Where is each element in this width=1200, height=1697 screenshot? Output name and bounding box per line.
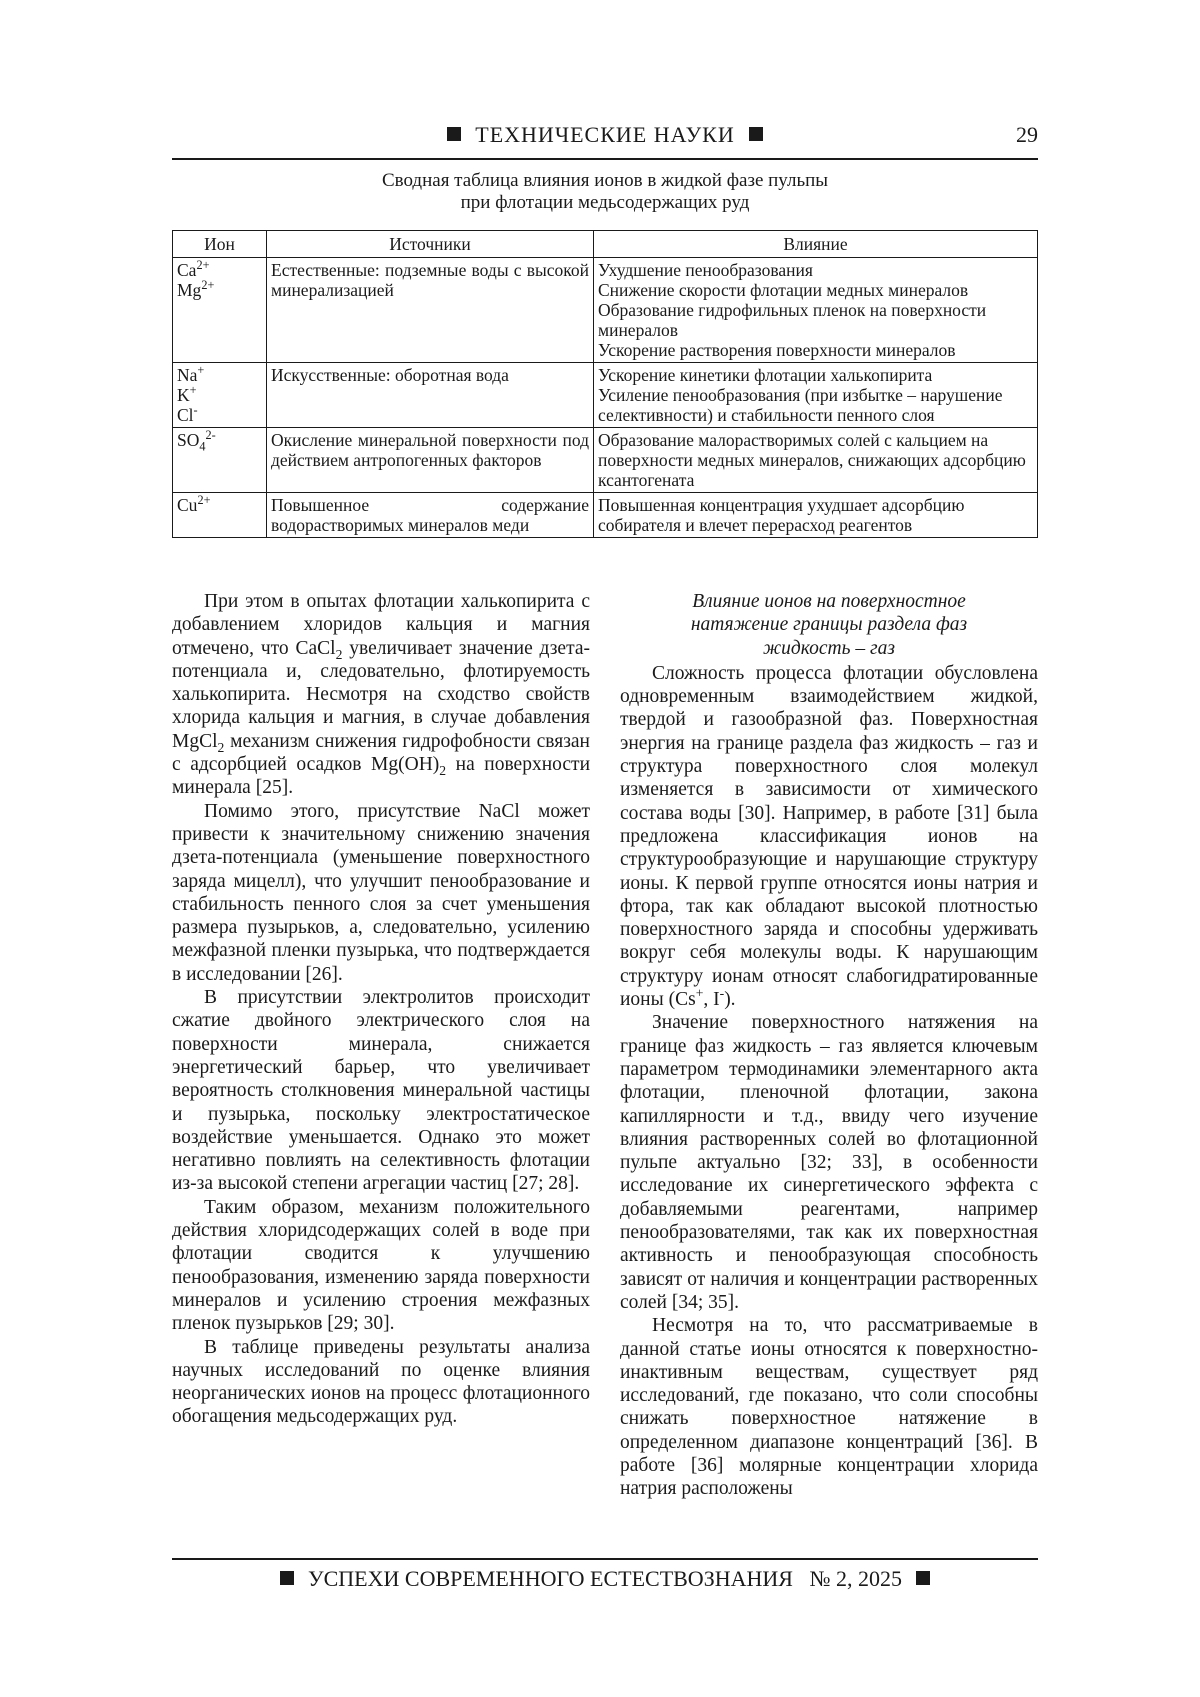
- footer-rule: [172, 1558, 1038, 1560]
- journal-title: УСПЕХИ СОВРЕМЕННОГО ЕСТЕСТВОЗНАНИЯ: [308, 1566, 793, 1591]
- source-cell: Искусственные: оборотная вода: [267, 363, 594, 428]
- ion-symbol: $Ca^{2+}$: [177, 258, 210, 280]
- table-row: [173, 363, 1038, 428]
- source-cell: Естественные: подземные воды с высокой минерализацией: [267, 258, 594, 363]
- ion-cell: [173, 363, 267, 428]
- running-footer: [172, 1566, 1038, 1592]
- ion-symbol: Cl-: [177, 403, 198, 425]
- left-column: [172, 590, 590, 1429]
- source-cell: Окисление минеральной поверхности под действием антропогенных факторов: [267, 428, 594, 493]
- square-bullet-icon: [447, 127, 461, 141]
- header-rule: [172, 158, 1038, 160]
- paragraph: В таблице приведены результаты анализа научных исследований по оценке влияния неорганических ионов на процесс флотационного обогащения медьсодержащих руд.: [172, 1336, 590, 1428]
- table-header-cell: Ион: [173, 231, 267, 258]
- paragraph: При этом в опытах флотации халькопирита с добавлением хлоридов кальция и магния отмечено, что CaCl$_2$ увеличивает значение дзета-потенциала и, следовательно, флотируемость халькопирита. Несмотря на сходство свойств хлорида кальция и магния, в случае добавления MgCl$_2$ механизм снижения гидрофобности связан с адсорбцией осадков $Mg(OH)_2$ на поверхности минерала [25].: [172, 591, 590, 799]
- square-bullet-icon: [749, 127, 763, 141]
- running-header: [172, 122, 1038, 154]
- ion-symbol: $SO_4^{2-}$: [177, 428, 216, 454]
- influence-table: [172, 230, 1038, 538]
- section-title: ТЕХНИЧЕСКИЕ НАУКИ: [475, 122, 735, 147]
- source-cell: Повышенное содержание водорастворимых минералов меди: [267, 493, 594, 538]
- table-caption: Сводная таблица влияния ионов в жидкой фазе пульпы при флотации медьсодержащих руд: [381, 170, 829, 213]
- ion-cell: [173, 493, 267, 538]
- paragraph: Значение поверхностного натяжения на границе фаз жидкость – газ является ключевым параметром термодинамики элементарного акта флотации, пленочной флотации, закона капиллярности и т.д., ввиду чего изучение влияния растворенных солей во флотационной пульпе актуально [32; 33], в особенности исследование их синергетического эффекта с добавляемыми реагентами, например пенообразователями, так как их поверхностная активность и пенообразующая способность зависят от наличия и концентрации растворенных солей [34; 35].: [620, 1012, 1038, 1313]
- paragraph: В присутствии электролитов происходит сжатие двойного электрического слоя на поверхности минерала, снижается энергетический барьер, что увеличивает вероятность столкновения минеральной частицы и пузырька, поскольку электростатическое воздействие уменьшается. Однако это может негативно повлиять на селективность флотации из-за высокой степени агрегации частиц [27; 28].: [172, 987, 590, 1195]
- ion-cell: [173, 258, 267, 363]
- ion-symbol: $Cu^{2+}$: [177, 493, 211, 515]
- table-row: [173, 493, 1038, 538]
- paragraph: Таким образом, механизм положительного действия хлоридсодержащих солей в воде при флотации сводится к улучшению пенообразования, изменению заряда поверхности минералов и усилению строения межфазных пленок пузырьков [29; 30].: [172, 1196, 590, 1335]
- right-column: [620, 590, 1038, 1501]
- effect-cell: Ухудшение пенообразования Снижение скорости флотации медных минералов Образование гидрофильных пленок на поверхности минералов Ускорение растворения поверхности минералов: [594, 258, 1038, 363]
- issue-number: № 2, 2025: [809, 1566, 902, 1591]
- section-heading: Влияние ионов на поверхностное натяжение границы раздела фаз жидкость – газ: [690, 591, 968, 659]
- table-header-cell: Влияние: [594, 231, 1038, 258]
- paragraph: Помимо этого, присутствие NaCl может привести к значительному снижению значения дзета-потенциала (уменьшение поверхностного заряда мицелл), что улучшит пенообразование и стабильность пенного слоя за счет уменьшения размера пузырьков, а, следовательно, усилению межфазной пленки пузырька, что подтверждается в исследовании [26].: [172, 800, 590, 985]
- effect-cell: Повышенная концентрация ухудшает адсорбцию собирателя и влечет перерасход реагентов: [594, 493, 1038, 538]
- page-number: 29: [1016, 122, 1038, 147]
- ion-symbol: Na+: [177, 363, 205, 385]
- table-header-cell: Источники: [267, 231, 594, 258]
- ion-symbol: K+: [177, 383, 197, 405]
- table-row: [173, 428, 1038, 493]
- table-row: [173, 258, 1038, 363]
- paragraph: Сложность процесса флотации обусловлена одновременным взаимодействием жидкой, твердой и газообразной фаз. Поверхностная энергия на границе раздела фаз жидкость – газ и структура поверхностного слоя молекул изменяется в зависимости от химического состава воды [30]. Например, в работе [31] была предложена классификация ионов на структурообразующие и нарушающие структуру ионы. К первой группе относятся ионы натрия и фтора, так как обладают высокой плотностью поверхностного заряда и способны удерживать вокруг себя молекулы воды. К нарушающим структуру ионам относят слабогидратированные ионы (Cs+, I-).: [620, 662, 1038, 1011]
- paragraph: Несмотря на то, что рассматриваемые в данной статье ионы относятся к поверхностно-инактивным веществам, существует ряд исследований, где показано, что соли способны снижать поверхностное натяжение в определенном диапазоне концентраций [36]. В работе [36] молярные концентрации хлорида натрия расположены: [620, 1315, 1038, 1500]
- square-bullet-icon: [280, 1571, 294, 1585]
- table-body: [173, 258, 1038, 538]
- ion-cell: [173, 428, 267, 493]
- effect-cell: Образование малорастворимых солей с кальцием на поверхности медных минералов, снижающих адсорбцию ксантогената: [594, 428, 1038, 493]
- ion-symbol: $Mg^{2+}$: [177, 278, 215, 300]
- effect-cell: Ускорение кинетики флотации халькопирита Усиление пенообразования (при избытке – нарушение селективности) и стабильности пенного слоя: [594, 363, 1038, 428]
- table-header-row: [173, 231, 1038, 258]
- square-bullet-icon: [916, 1571, 930, 1585]
